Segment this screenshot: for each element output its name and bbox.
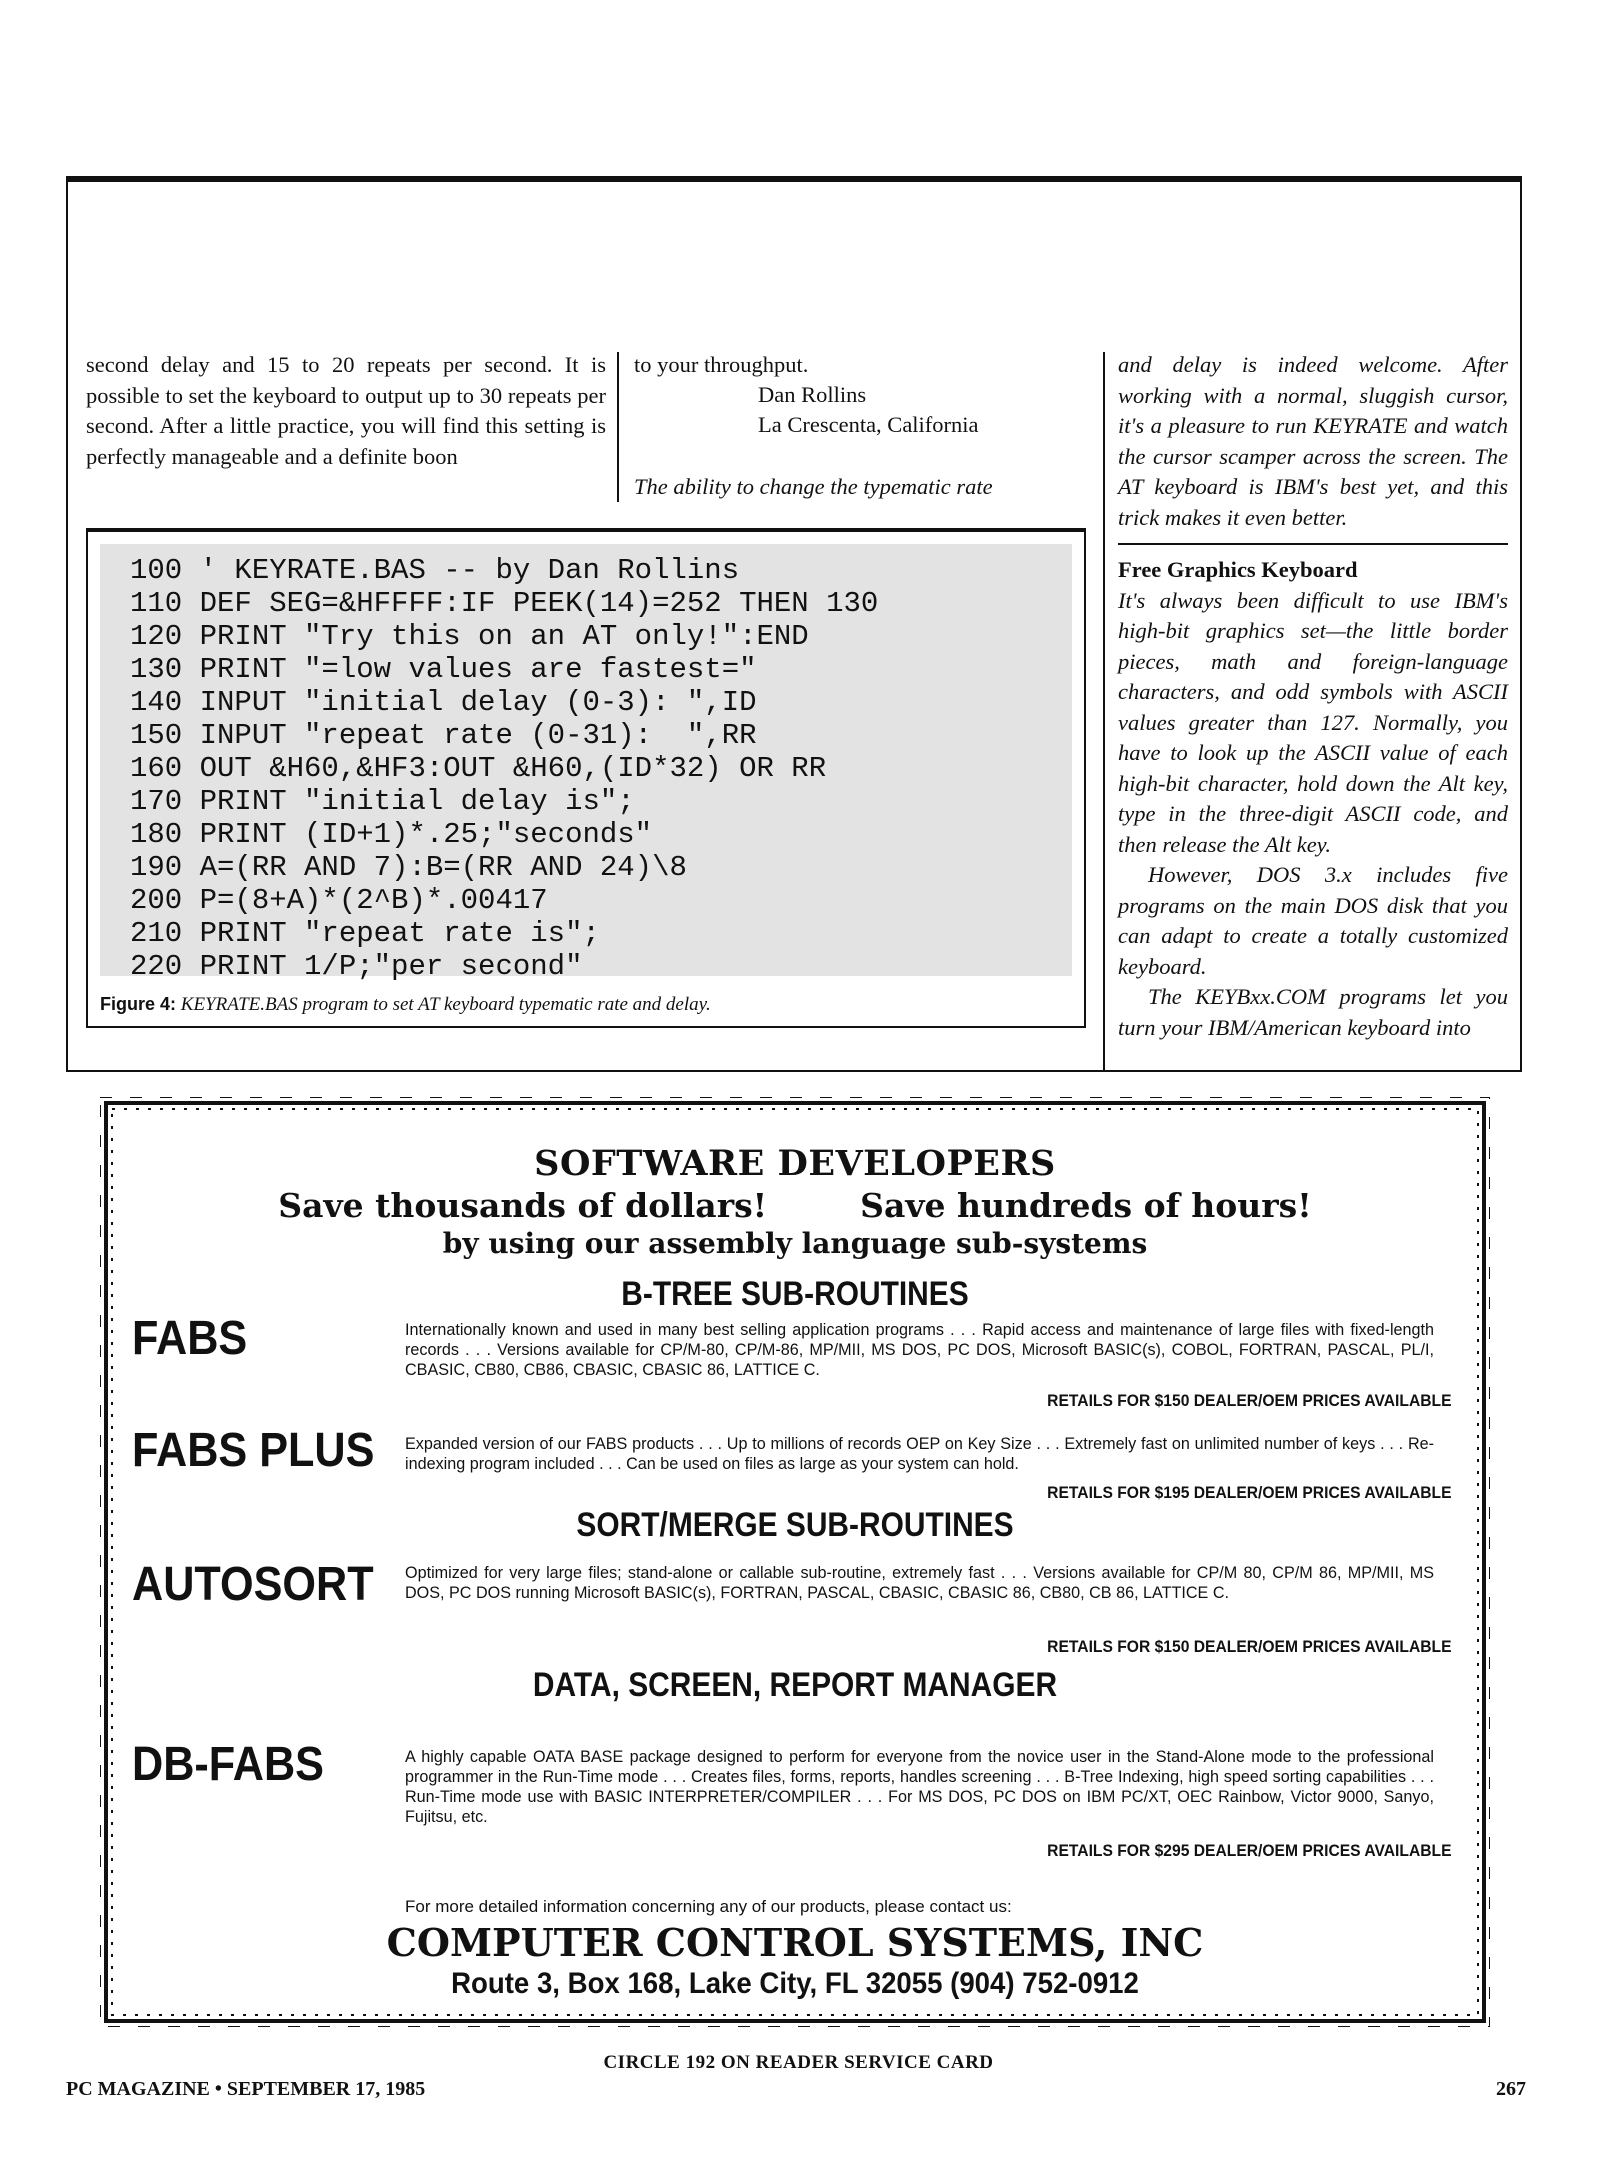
- datamanager-heading: DATA, SCREEN, REPORT MANAGER: [532, 1666, 1058, 1704]
- code-line: 140 INPUT "initial delay (0-3): ",ID: [130, 686, 757, 719]
- autosort-price: RETAILS FOR $150 DEALER/OEM PRICES AVAILABLE: [1047, 1637, 1452, 1656]
- reader-service-note: CIRCLE 192 ON READER SERVICE CARD: [603, 2052, 994, 2073]
- ad-subtagline: by using our assembly language sub-systems: [442, 1227, 1148, 1260]
- code-line: 210 PRINT "repeat rate is";: [130, 917, 600, 950]
- column-rule-2: [1103, 352, 1105, 1072]
- fabs-name: FABS: [132, 1312, 248, 1365]
- code-line: 120 PRINT "Try this on an AT only!":END: [130, 620, 809, 653]
- section-p3: The KEYBxx.COM programs let you turn your IBM/American keyboard into: [1118, 984, 1508, 1040]
- col2-lead: to your throughput.: [634, 352, 809, 377]
- page-number: 267: [1496, 2078, 1526, 2100]
- magazine-footer: PC MAGAZINE • SEPTEMBER 17, 1985: [66, 2078, 426, 2100]
- fabsplus-price: RETAILS FOR $195 DEALER/OEM PRICES AVAILABLE: [1047, 1483, 1452, 1502]
- fabsplus-name: FABS PLUS: [132, 1424, 375, 1477]
- section-p1: It's always been difficult to use IBM's high-bit graphics set—the little border pieces, math and foreign-language characters, and odd symbols with ASCII values greater than 127. Normally, you have to look up the ASCII value of each high-bit character, hold down the Alt key, type in the three-digit ASCII code, and then release the Alt key.: [1118, 587, 1508, 857]
- btree-heading: B-TREE SUB-ROUTINES: [621, 1275, 969, 1313]
- figure-4: [86, 528, 1086, 1028]
- author-name: Dan Rollins: [758, 382, 867, 407]
- ad-tagline: [100, 1186, 1490, 1225]
- dbfabs-name: DB-FABS: [132, 1738, 324, 1791]
- company-name: COMPUTER CONTROL SYSTEMS, INC: [386, 1920, 1204, 1965]
- col2-italic: The ability to change the typematic rate: [634, 474, 993, 499]
- code-line: 110 DEF SEG=&HFFFF:IF PEEK(14)=252 THEN 130: [130, 587, 879, 620]
- fabs-price: RETAILS FOR $150 DEALER/OEM PRICES AVAILABLE: [1047, 1391, 1452, 1410]
- contact-note: For more detailed information concerning any of our products, please contact us:: [405, 1897, 1012, 1916]
- section-p2: However, DOS 3.x includes five programs on the main DOS disk that you can adapt to create a totally customized keyboard.: [1118, 862, 1508, 979]
- tagline-right: Save hundreds of hours!: [860, 1186, 1312, 1225]
- dbfabs-price: RETAILS FOR $295 DEALER/OEM PRICES AVAILABLE: [1047, 1841, 1452, 1860]
- article-col3: [1118, 350, 1508, 533]
- code-line: 150 INPUT "repeat rate (0-31): ",RR: [130, 719, 757, 752]
- advertisement: [100, 1097, 1490, 2027]
- top-margin: [0, 0, 1597, 166]
- code-line: 180 PRINT (ID+1)*.25;"seconds": [130, 818, 653, 851]
- article-col1: [86, 350, 606, 472]
- figure-caption-text: KEYRATE.BAS program to set AT keyboard typematic rate and delay.: [180, 994, 711, 1015]
- dbfabs-description: A highly capable OATA BASE package designed to perform for everyone from the novice user in the Stand-Alone mode to the professional programmer in the Run-Time mode . . . Creates files, forms, reports, handles screening . . . B-Tree Indexing, high speed sorting capabilities . . . Run-Time mode use with BASIC INTERPRETER/COMPILER . . . For MS DOS, PC DOS on IBM PC/XT, OEC Rainbow, Victor 9000, Sanyo, Fujitsu, etc.: [405, 1748, 1434, 1826]
- code-line: 130 PRINT "=low values are fastest=": [130, 653, 757, 686]
- sortmerge-heading: SORT/MERGE SUB-ROUTINES: [576, 1506, 1014, 1544]
- section-free-graphics: [1118, 555, 1508, 1043]
- code-listing: [100, 544, 1072, 983]
- code-line: 190 A=(RR AND 7):B=(RR AND 24)\8: [130, 851, 687, 884]
- autosort-name: AUTOSORT: [132, 1558, 374, 1611]
- col1-text: second delay and 15 to 20 repeats per second. It is possible to set the keyboard to output up to 30 repeats per second. After a little practice, you will find this setting is perfectly manageable and a definite boon: [86, 352, 606, 469]
- col3-italic: and delay is indeed welcome. After working with a normal, sluggish cursor, it's a pleasure to run KEYRATE and watch the cursor scamper across the screen. The AT keyboard is IBM's best yet, and this trick makes it even better.: [1118, 352, 1508, 530]
- section-title: Free Graphics Keyboard: [1118, 557, 1358, 582]
- code-line: 220 PRINT 1/P;"per second": [130, 950, 583, 983]
- top-rule: [68, 178, 1520, 182]
- fabsplus-description: Expanded version of our FABS products . . . Up to millions of records OEP on Key Size . . . Extremely fast on unlimited number of keys . . . Re-indexing program included . . . Can be used on files as large as your system can hold.: [405, 1435, 1434, 1473]
- code-line: 200 P=(8+A)*(2^B)*.00417: [130, 884, 548, 917]
- figure-label: Figure 4:: [100, 994, 177, 1014]
- tagline-left: Save thousands of dollars!: [278, 1186, 768, 1225]
- section-rule: [1118, 543, 1508, 545]
- fabs-description: Internationally known and used in many best selling application programs . . . Rapid access and maintenance of large files with fixed-length records . . . Versions available for CP/M-80, CP/M-86, MP/MII, MS DOS, PC DOS, Microsoft BASIC(s), COBOL, FORTRAN, PASCAL, PL/I, CBASIC, CB80, CB86, CBASIC, CBASIC 86, LATTICE C.: [405, 1321, 1434, 1379]
- ad-title: SOFTWARE DEVELOPERS: [534, 1143, 1056, 1184]
- author-location: La Crescenta, California: [758, 412, 979, 437]
- company-address: Route 3, Box 168, Lake City, FL 32055 (904) 752-0912: [451, 1967, 1139, 2000]
- article-col2: [634, 350, 1089, 381]
- code-line: 170 PRINT "initial delay is";: [130, 785, 635, 818]
- article-box: [66, 176, 1522, 1072]
- code-line: 160 OUT &H60,&HF3:OUT &H60,(ID*32) OR RR: [130, 752, 827, 785]
- autosort-description: Optimized for very large files; stand-alone or callable sub-routine, extremely fast . . . Versions available for CP/M 80, CP/M 86, MP/MII, MS DOS, PC DOS running Microsoft BASIC(s), FORTRAN, PASCAL, CBASIC, CBASIC 86, CB80, CB 86, LATTICE C.: [405, 1564, 1434, 1602]
- figure-caption: [100, 994, 711, 1016]
- column-rule-1: [617, 352, 619, 502]
- code-line: 100 ' KEYRATE.BAS -- by Dan Rollins: [130, 554, 740, 587]
